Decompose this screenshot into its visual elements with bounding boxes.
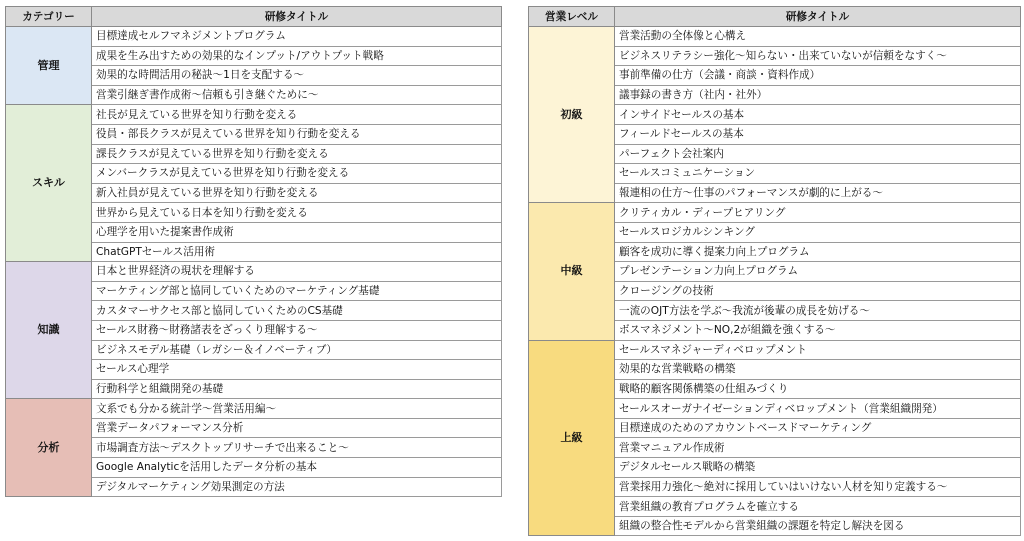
training-title-cell: 行動科学と組織開発の基礎 bbox=[92, 379, 502, 399]
training-title-cell: ビジネスモデル基礎（レガシー＆イノベーティブ） bbox=[92, 340, 502, 360]
table-row bbox=[6, 105, 502, 125]
category-cell: 中級 bbox=[529, 203, 615, 340]
table-row bbox=[6, 399, 502, 419]
table-body bbox=[529, 27, 1021, 536]
training-title-cell: パーフェクト会社案内 bbox=[615, 144, 1021, 164]
training-title-cell: デジタルセールス戦略の構築 bbox=[615, 458, 1021, 478]
table-row bbox=[529, 27, 1021, 47]
training-title-cell: インサイドセールスの基本 bbox=[615, 105, 1021, 125]
category-cell: 知識 bbox=[6, 262, 92, 399]
table-body bbox=[6, 27, 502, 497]
table-header-row bbox=[529, 7, 1021, 27]
table-row bbox=[6, 262, 502, 282]
category-cell: 初級 bbox=[529, 27, 615, 203]
training-title-cell: 議事録の書き方（社内・社外） bbox=[615, 85, 1021, 105]
training-title-cell: メンバークラスが見えている世界を知り行動を変える bbox=[92, 164, 502, 184]
training-title-cell: フィールドセールスの基本 bbox=[615, 124, 1021, 144]
training-title-cell: 役員・部長クラスが見えている世界を知り行動を変える bbox=[92, 124, 502, 144]
training-title-cell: 事前準備の仕方（会議・商談・資料作成） bbox=[615, 66, 1021, 86]
training-title-cell: 営業引継ぎ書作成術〜信頼も引き継ぐために〜 bbox=[92, 85, 502, 105]
training-title-cell: マーケティング部と協同していくためのマーケティング基礎 bbox=[92, 281, 502, 301]
training-title-cell: デジタルマーケティング効果測定の方法 bbox=[92, 477, 502, 497]
category-training-table bbox=[5, 6, 502, 497]
training-title-cell: 成果を生み出すための効果的なインプット/アウトプット戦略 bbox=[92, 46, 502, 66]
training-title-cell: 効果的な時間活用の秘訣〜1日を支配する〜 bbox=[92, 66, 502, 86]
training-title-cell: クリティカル・ディープヒアリング bbox=[615, 203, 1021, 223]
training-title-cell: 戦略的顧客関係構築の仕組みづくり bbox=[615, 379, 1021, 399]
training-title-cell: 新入社員が見えている世界を知り行動を変える bbox=[92, 183, 502, 203]
training-title-cell: セールスマネジャーディベロップメント bbox=[615, 340, 1021, 360]
training-title-cell: 課長クラスが見えている世界を知り行動を変える bbox=[92, 144, 502, 164]
training-title-cell: セールスコミュニケーション bbox=[615, 164, 1021, 184]
training-title-cell: プレゼンテーション力向上プログラム bbox=[615, 262, 1021, 282]
training-title-cell: セールス財務〜財務諸表をざっくり理解する〜 bbox=[92, 320, 502, 340]
training-title-cell: セールスロジカルシンキング bbox=[615, 222, 1021, 242]
category-cell: 管理 bbox=[6, 27, 92, 105]
training-title-cell: 営業組織の教育プログラムを確立する bbox=[615, 497, 1021, 517]
category-cell: 上級 bbox=[529, 340, 615, 536]
header-category: カテゴリー bbox=[6, 7, 92, 27]
training-title-cell: 日本と世界経済の現状を理解する bbox=[92, 262, 502, 282]
training-title-cell: 組織の整合性モデルから営業組織の課題を特定し解決を図る bbox=[615, 516, 1021, 536]
training-title-cell: セールスオーガナイゼーションディベロップメント（営業組織開発） bbox=[615, 399, 1021, 419]
table-header-row bbox=[6, 7, 502, 27]
table-row bbox=[6, 27, 502, 47]
training-title-cell: セールス心理学 bbox=[92, 360, 502, 380]
training-title-cell: 効果的な営業戦略の構築 bbox=[615, 360, 1021, 380]
training-title-cell: 営業活動の全体像と心構え bbox=[615, 27, 1021, 47]
training-title-cell: Google Analyticを活用したデータ分析の基本 bbox=[92, 458, 502, 478]
training-title-cell: 目標達成セルフマネジメントプログラム bbox=[92, 27, 502, 47]
training-title-cell: ChatGPTセールス活用術 bbox=[92, 242, 502, 262]
training-title-cell: クロージングの技術 bbox=[615, 281, 1021, 301]
training-title-cell: 営業採用力強化〜絶対に採用していはいけない人材を知り定義する〜 bbox=[615, 477, 1021, 497]
category-cell: 分析 bbox=[6, 399, 92, 497]
header-sales-level: 営業レベル bbox=[529, 7, 615, 27]
header-training-title: 研修タイトル bbox=[92, 7, 502, 27]
header-training-title: 研修タイトル bbox=[615, 7, 1021, 27]
training-title-cell: 社長が見えている世界を知り行動を変える bbox=[92, 105, 502, 125]
training-title-cell: 目標達成のためのアカウントベースドマーケティング bbox=[615, 418, 1021, 438]
training-title-cell: 営業マニュアル作成術 bbox=[615, 438, 1021, 458]
training-title-cell: ボスマネジメント〜NO,2が組織を強くする〜 bbox=[615, 320, 1021, 340]
training-title-cell: 顧客を成功に導く提案力向上プログラム bbox=[615, 242, 1021, 262]
table-row bbox=[529, 203, 1021, 223]
table-row bbox=[529, 340, 1021, 360]
training-title-cell: 一流のOJT方法を学ぶ〜我流が後輩の成長を妨げる〜 bbox=[615, 301, 1021, 321]
training-title-cell: ビジネスリテラシー強化〜知らない・出来ていないが信頼をなすく〜 bbox=[615, 46, 1021, 66]
training-title-cell: 営業データパフォーマンス分析 bbox=[92, 418, 502, 438]
sales-level-training-table bbox=[528, 6, 1021, 536]
training-title-cell: 心理学を用いた提案書作成術 bbox=[92, 222, 502, 242]
training-title-cell: カスタマーサクセス部と協同していくためのCS基礎 bbox=[92, 301, 502, 321]
training-title-cell: 文系でも分かる統計学〜営業活用編〜 bbox=[92, 399, 502, 419]
training-title-cell: 報連相の仕方〜仕事のパフォーマンスが劇的に上がる〜 bbox=[615, 183, 1021, 203]
category-cell: スキル bbox=[6, 105, 92, 262]
training-title-cell: 世界から見えている日本を知り行動を変える bbox=[92, 203, 502, 223]
training-title-cell: 市場調査方法〜デスクトップリサーチで出来ること〜 bbox=[92, 438, 502, 458]
